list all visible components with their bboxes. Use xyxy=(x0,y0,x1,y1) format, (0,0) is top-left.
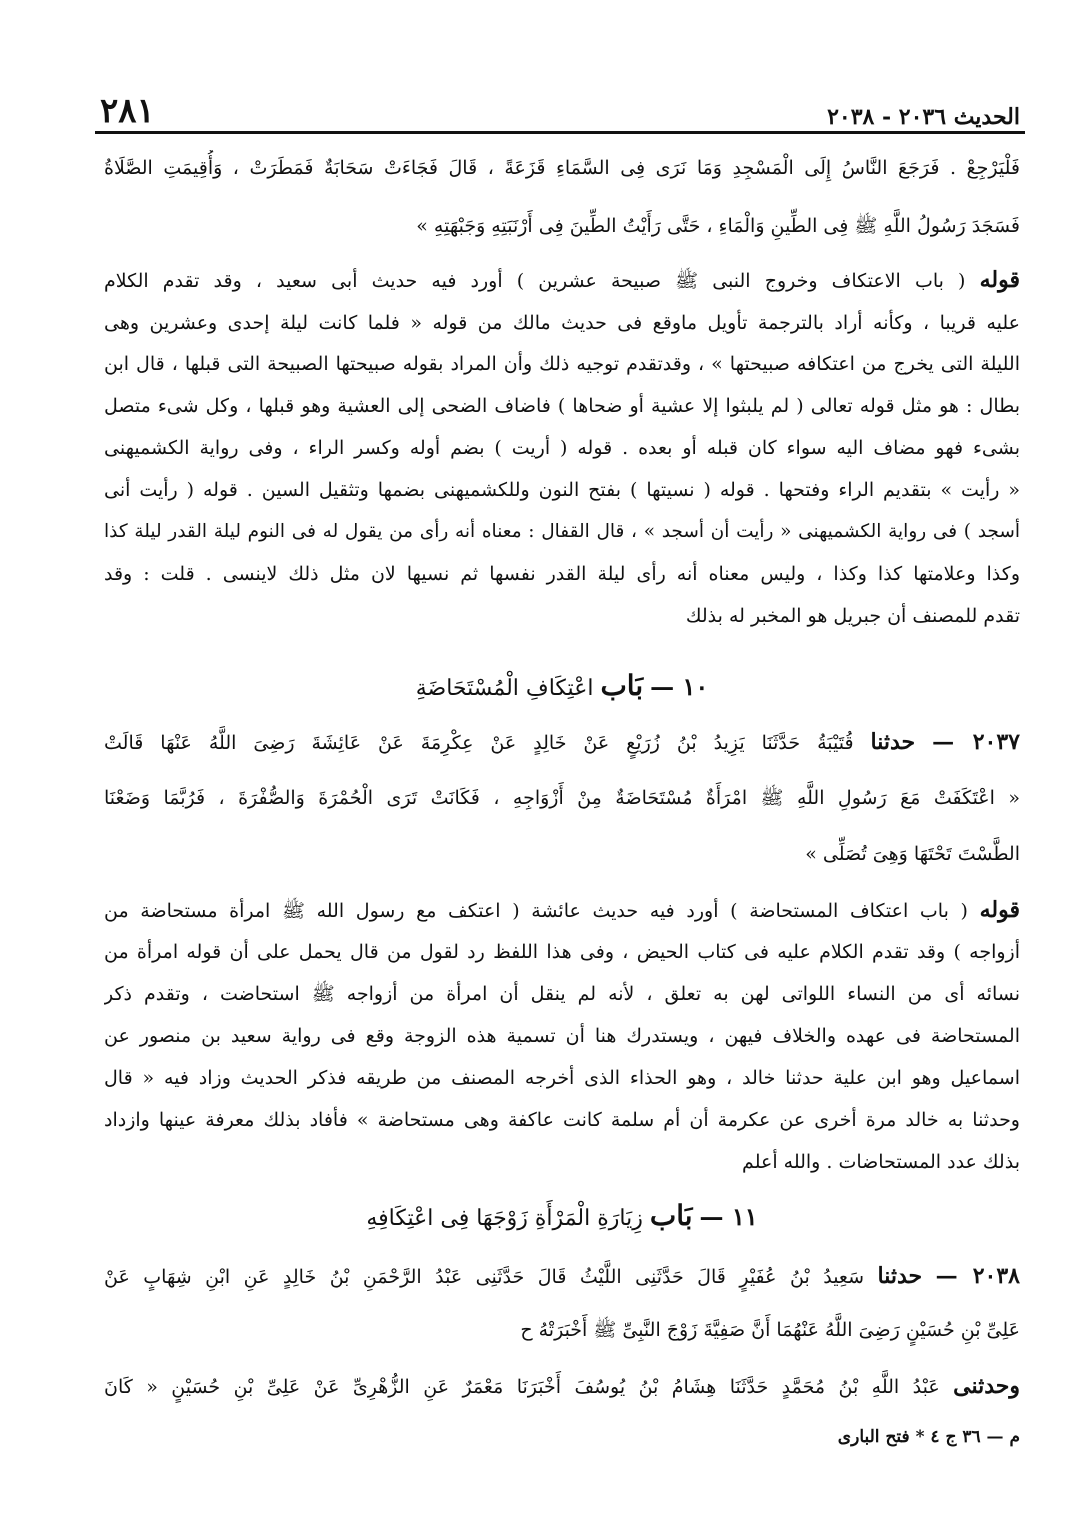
commentary-line: اسماعيل وهو ابن علية حدثنا خالد ، وهو الحذاء الذى أخرجه المصنف من طريقه فذكر الحديث وزاد فيه « قال xyxy=(104,1067,1020,1089)
chapter-number: ١١ — xyxy=(699,1202,758,1231)
hadith-text: قُتَيْبَةُ حَدَّثَنَا يَزِيدُ بْنُ زُرَيْعٍ عَنْ خَالِدٍ عَنْ عِكْرِمَةَ عَنْ عَائِشَةَ رَضِىَ اللَّهُ عَنْهَا قَالَتْ xyxy=(104,732,854,754)
commentary-line: وحدثنا به خالد مرة أخرى عن عكرمة أن أم سلمة كانت عاكفة وهى مستحاضة » فأفاد بذلك معرفة عينها وازداد xyxy=(104,1109,1020,1131)
hadith-line: الطَّسْتَ تَحْتَهَا وَهِىَ تُصَلِّى » xyxy=(805,843,1020,865)
commentary-line: بطال : هو مثل قوله تعالى ( لم يلبثوا إلا عشية أو ضحاها ) فاضاف الضحى إلى العشية وهو قبلها ، وكل شىء متصل xyxy=(104,395,1020,417)
hadith-line: عَلِىِّ بْنِ حُسَيْنٍ رَضِىَ اللَّهُ عَنْهُمَا أَنَّ صَفِيَّةَ زَوْجَ النَّبِىِّ ﷺ أَخْبَرَتْهُ ح xyxy=(520,1319,1020,1341)
commentary-line: المستحاضة فى عهده والخلاف فيهن ، ويستدرك هنا أن تسمية هذه الزوجة وقع فى رواية سعيد بن منصور عن xyxy=(104,1025,1020,1047)
page-number: ٢٨١ xyxy=(100,91,155,131)
commentary-text: ( باب اعتكاف المستحاضة ) أورد فيه حديث عائشة ( اعتكف مع رسول الله ﷺ امرأة مستحاضة من xyxy=(104,900,968,922)
commentary-line: وكذا وعلامتها كذا وكذا ، وليس معناه أنه رأى ليلة القدر نفسها ثم نسيها لان مثل ذلك لاينسى . قلت : وقد xyxy=(104,563,1020,585)
hadith-line xyxy=(104,1258,1020,1294)
commentary-line: أسجد ) فى رواية الكشميهنى « رأيت أن أسجد » ، قال القفال : معناه أنه رأى من يقول له فى النوم ليلة القدر ليلة كذا xyxy=(104,521,1020,542)
haddathana-marker: حدثنا xyxy=(870,729,916,755)
hadith-text: عَبْدُ اللَّهِ بْنُ مُحَمَّدٍ حَدَّثَنَا هِشَامُ بْنُ يُوسُفَ أَخْبَرَنَا مَعْمَرٌ عَنِ الزُّهْرِىِّ عَنْ عَلِىِّ بْنِ حُسَيْنٍ « كَانَ xyxy=(104,1376,940,1398)
qawl-marker: قوله xyxy=(979,897,1020,923)
haddathana-marker: حدثنا xyxy=(877,1263,923,1289)
header-rule xyxy=(95,131,1025,134)
commentary-line: نسائه أى من النساء اللواتى لهن به تعلق ، لأنه لم ينقل أن امرأة من أزواجه ﷺ استحاضت ، وتقدم ذكر xyxy=(104,983,1020,1005)
text-line: فَلْيَرْجِعْ . فَرَجَعَ النَّاسُ إِلَى الْمَسْجِدِ وَمَا نَرَى فِى السَّمَاءِ قَزَعَةً ، قَالَ فَجَاءَتْ سَحَابَةٌ فَمَطَرَتْ ، وَأُقِيمَتِ الصَّلَاةُ xyxy=(104,157,1020,179)
hadith-number: ٢٠٣٨ — xyxy=(935,1263,1020,1289)
commentary-line xyxy=(104,892,1020,928)
commentary-line: بشىء فهو مضاف اليه سواء كان قبله أو بعده . قوله ( أريت ) بضم أوله وكسر الراء ، وفى رواية الكشميهنى xyxy=(104,437,1020,459)
commentary-line: « رأيت » بتقديم الراء وفتحها . قوله ( نسيتها ) بفتح النون وللكشميهنى بضمها وتثقيل السين . قوله ( رأيت أنى xyxy=(104,479,1020,501)
commentary-line: تقدم للمصنف أن جبريل هو المخبر له بذلك xyxy=(685,605,1020,627)
commentary-line: عليه قريبا ، وكأنه أراد بالترجمة تأويل ماوقع فى حديث مالك من قوله « فلما كانت ليلة إحدى وعشرين وهى xyxy=(104,312,1020,334)
text-line: فَسَجَدَ رَسُولُ اللَّهِ ﷺ فِى الطِّينِ وَالْمَاءِ ، حَتَّى رَأَيْتُ الطِّينَ فِى أَرْنَبَتِهِ وَجَبْهَتِهِ » xyxy=(416,215,1020,237)
qawl-marker: قوله xyxy=(979,267,1020,293)
commentary-line: بذلك عدد المستحاضات . والله أعلم xyxy=(742,1151,1020,1173)
chapter-word: بَاب xyxy=(649,1199,693,1232)
chapter-heading xyxy=(104,666,1020,706)
page-header xyxy=(100,84,1020,131)
commentary-line xyxy=(104,262,1020,298)
commentary-text: ( باب الاعتكاف وخروج النبى ﷺ صبيحة عشرين ) أورد فيه حديث أبى سعيد ، وقد تقدم الكلام xyxy=(104,270,966,292)
chapter-number: ١٠ — xyxy=(650,672,709,701)
footer-signature: م — ٣٦ ج ٤ * فتح البارى xyxy=(837,1427,1020,1447)
hadith-line xyxy=(104,1368,1020,1404)
chapter-word: بَاب xyxy=(600,669,644,702)
chapter-title: زِيَارَةِ الْمَرْأَةِ زَوْجَهَا فِى اعْتِكَافِهِ xyxy=(366,1206,643,1231)
hadith-line: « اعْتَكَفَتْ مَعَ رَسُولِ اللَّهِ ﷺ امْرَأَةٌ مُسْتَحَاضَةٌ مِنْ أَزْوَاجِهِ ، فَكَانَتْ تَرَى الْحُمْرَةَ وَالصُّفْرَةَ ، فَرُبَّمَا وَضَعْنَا xyxy=(104,787,1020,809)
haddathani-marker: وحدثنى xyxy=(953,1373,1020,1399)
hadith-line xyxy=(104,724,1020,760)
commentary-line: الليلة التى يخرج من اعتكافه صبيحتها » ، وقدتقدم توجيه ذلك وأن المراد بقوله صبيحتها الصبيحة التى قبلها ، قال ابن xyxy=(104,353,1020,375)
running-title: الحديث ٢٠٣٦ - ٢٠٣٨ xyxy=(827,104,1020,130)
hadith-text: سَعِيدُ بْنُ عُفَيْرٍ قَالَ حَدَّثَنِى اللَّيْثُ قَالَ حَدَّثَنِى عَبْدُ الرَّحْمَنِ بْنُ خَالِدٍ عَنِ ابْنِ شِهَابٍ عَنْ xyxy=(104,1266,865,1288)
commentary-line: أزواجه ) وقد تقدم الكلام عليه فى كتاب الحيض ، وفى هذا اللفظ رد لقول من قال يحمل على أن قوله امرأة من xyxy=(104,941,1020,963)
chapter-heading xyxy=(104,1196,1020,1236)
chapter-title: اعْتِكَافِ الْمُسْتَحَاضَةِ xyxy=(415,676,594,701)
hadith-number: ٢٠٣٧ — xyxy=(932,729,1020,755)
